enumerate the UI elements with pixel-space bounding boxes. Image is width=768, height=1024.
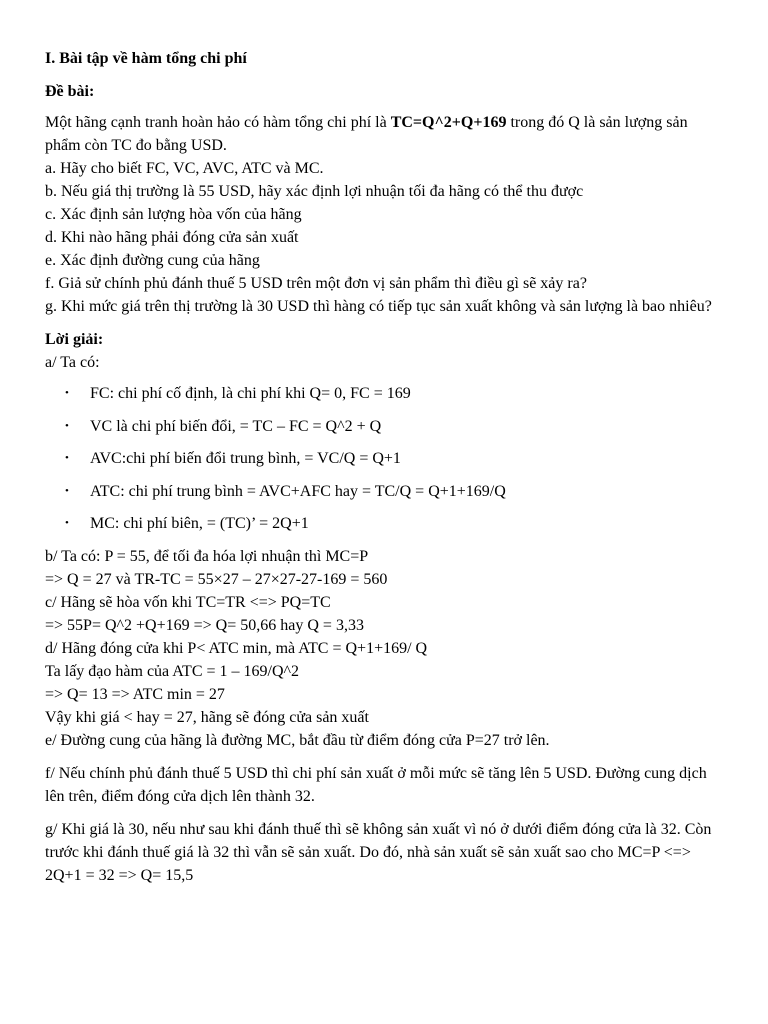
question-f: f. Giả sử chính phủ đánh thuế 5 USD trên một đơn vị sản phẩm thì điều gì sẽ xảy ra? — [45, 275, 587, 292]
solution-line: Ta lấy đạo hàm của ATC = 1 – 169/Q^2 — [45, 662, 300, 680]
list-item: • MC: chi phí biên, = (TC)’ = 2Q+1 — [65, 512, 725, 535]
question-g: g. Khi mức giá trên thị trường là 30 USD thì hàng có tiếp tục sản xuất không và sản lượng là bao nhiêu? — [45, 298, 712, 315]
solution-g: g/ Khi giá là 30, nếu như sau khi đánh thuế thì sẽ không sản xuất vì nó ở dưới điểm đóng cửa là 32. Còn trước khi đánh thuế giá là 32 thì vẫn sẽ sản xuất. Do đó, nhà sản xuất sẽ sản xuất sao cho MC=P <=> 2Q+1 = 32 => Q= 15,5 — [45, 820, 712, 884]
solution-line: b/ Ta có: P = 55, để tối đa hóa lợi nhuận thì MC=P — [45, 547, 369, 565]
solution-a-list — [45, 382, 725, 535]
list-item: • ATC: chi phí trung bình = AVC+AFC hay = TC/Q = Q+1+169/Q — [65, 480, 725, 503]
problem-intro-tail: trong đó Q là sản lượng sản phẩm còn TC đo bằng USD. — [45, 114, 688, 154]
list-item: • AVC:chi phí biến đổi trung bình, = VC/Q = Q+1 — [65, 447, 725, 470]
cost-function-formula: TC=Q^2+Q+169 — [390, 114, 507, 131]
solution-a-intro: a/ Ta có: — [45, 354, 100, 371]
solution-line: => Q= 13 => ATC min = 27 — [45, 685, 225, 703]
document-page — [45, 47, 725, 887]
solution-b-to-e — [45, 545, 725, 752]
problem-intro — [45, 111, 725, 157]
solution-line: c/ Hãng sẽ hòa vốn khi TC=TR <=> PQ=TC — [45, 593, 331, 611]
problem-heading: Đề bài: — [45, 83, 95, 100]
solution-line: => Q = 27 và TR-TC = 55×27 – 27×27-27-169 = 560 — [45, 570, 388, 588]
list-item: • FC: chi phí cố định, là chi phí khi Q= 0, FC = 169 — [65, 382, 725, 405]
question-d: d. Khi nào hãng phải đóng cửa sản xuất — [45, 229, 299, 246]
list-item: • VC là chi phí biến đổi, = TC – FC = Q^2 + Q — [65, 415, 725, 438]
solution-line: d/ Hãng đóng cửa khi P< ATC min, mà ATC = Q+1+169/ Q — [45, 639, 428, 657]
question-a: a. Hãy cho biết FC, VC, AVC, ATC và MC. — [45, 160, 324, 177]
problem-intro-text: Một hãng cạnh tranh hoàn hảo có hàm tổng chi phí là — [45, 114, 391, 131]
solution-line: e/ Đường cung của hãng là đường MC, bắt đầu từ điểm đóng cửa P=27 trở lên. — [45, 731, 550, 749]
problem-statement — [45, 111, 725, 318]
document-title: I. Bài tập về hàm tổng chi phí — [45, 50, 247, 67]
solution-line: Vậy khi giá < hay = 27, hãng sẽ đóng cửa sản xuất — [45, 708, 369, 726]
question-c: c. Xác định sản lượng hòa vốn của hãng — [45, 206, 302, 223]
question-e: e. Xác định đường cung của hãng — [45, 252, 260, 269]
solution-line: => 55P= Q^2 +Q+169 => Q= 50,66 hay Q = 3,33 — [45, 616, 364, 634]
solution-heading: Lời giải: — [45, 331, 104, 348]
question-b: b. Nếu giá thị trường là 55 USD, hãy xác định lợi nhuận tối đa hãng có thể thu được — [45, 183, 584, 200]
solution-f: f/ Nếu chính phủ đánh thuế 5 USD thì chi phí sản xuất ở mỗi mức sẽ tăng lên 5 USD. Đường cung dịch lên trên, điểm đóng cửa dịch lên thành 32. — [45, 764, 707, 805]
